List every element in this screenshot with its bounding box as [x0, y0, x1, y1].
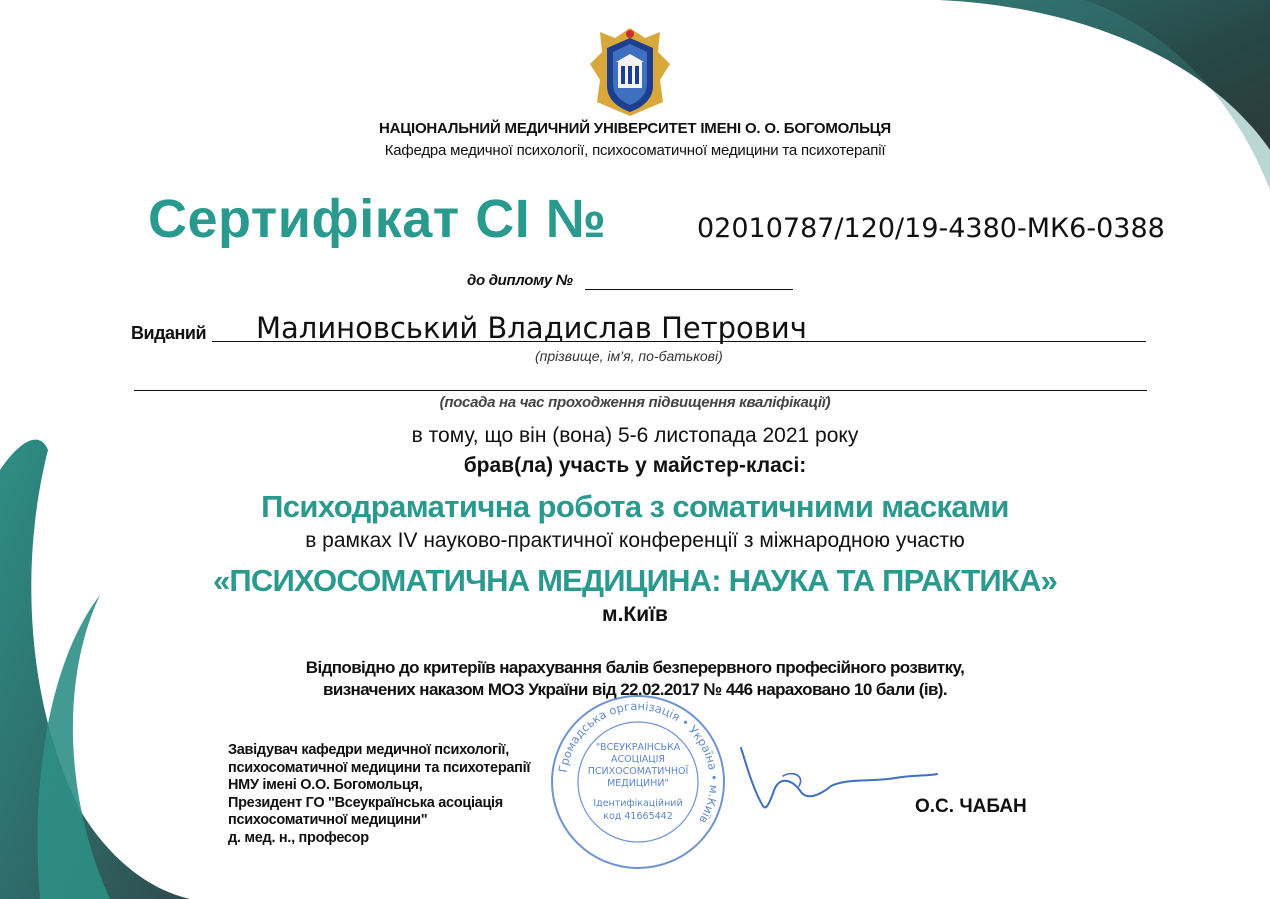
university-name: НАЦІОНАЛЬНИЙ МЕДИЧНИЙ УНІВЕРСИТЕТ ІМЕНІ О. О. БОГОМОЛЬЦЯ: [378, 120, 892, 137]
diploma-label: до диплому №: [467, 272, 573, 289]
conference-title: «ПСИХОСОМАТИЧНА МЕДИЦИНА: НАУКА ТА ПРАКТИКА»: [212, 563, 1058, 598]
position-hint: (посада на час проходження підвищення кваліфікації): [439, 394, 831, 411]
stamp-line2: АСОЦІАЦІЯ: [610, 754, 666, 765]
signer-line: психосоматичної медицини": [228, 812, 428, 828]
signer-credentials: [228, 742, 530, 847]
signer-line: НМУ імені О.О. Богомольця,: [228, 777, 423, 793]
participation-date: в тому, що він (вона) 5-6 листопада 2021 року: [411, 424, 859, 447]
department-name: Кафедра медичної психології, психосоматичної медицини та психотерапії: [384, 142, 886, 159]
signer-line: Президент ГО "Всеукраїнська асоціація: [228, 794, 503, 811]
points-statement-line2: визначених наказом МОЗ України від 22.02.2017 № 446 нараховано 10 бали (ів).: [323, 680, 947, 699]
diploma-number-line: [585, 289, 793, 290]
signer-line: Завідувач кафедри медичної психології,: [228, 742, 509, 758]
certificate-title: Сертифікат СІ №: [148, 189, 607, 249]
official-stamp: [548, 692, 728, 872]
stamp-line1: "ВСЕУКРАЇНСЬКА: [595, 742, 681, 753]
points-statement-line1: Відповідно до критеріїв нарахування балів безперервного професійного розвитку,: [305, 658, 965, 677]
city: м.Київ: [602, 603, 668, 626]
issued-to-label: Виданий: [131, 323, 207, 343]
university-crest-icon: [585, 24, 675, 120]
conference-framework: в рамках IV науково-практичної конференції з міжнародною участю: [305, 529, 965, 552]
recipient-name: Малиновський Владислав Петрович: [256, 311, 807, 345]
stamp-ring-text: Громадська організація • Україна • м.Київ: [555, 698, 722, 827]
stamp-line4: МЕДИЦИНИ": [607, 778, 669, 789]
signer-line: психосоматичної медицини та психотерапії: [228, 759, 531, 776]
stamp-line5: Ідентифікаційний: [593, 798, 683, 809]
signer-name: О.С. ЧАБАН: [915, 796, 1027, 817]
signature-image: [723, 740, 943, 820]
stamp-line6: код 41665442: [603, 811, 673, 822]
certificate-number: 02010787/120/19-4380-МК6-0388: [697, 213, 1165, 244]
stamp-line3: ПСИХОСОМАТИЧНОЇ: [587, 766, 689, 777]
position-underline: [134, 390, 1147, 391]
workshop-title: Психодраматична робота з соматичними масками: [261, 489, 1009, 524]
took-part-label: брав(ла) участь у майстер-класі:: [463, 454, 807, 477]
signer-line: д. мед. н., професор: [228, 829, 369, 846]
name-hint: (прізвище, ім’я, по-батькові): [535, 348, 723, 364]
